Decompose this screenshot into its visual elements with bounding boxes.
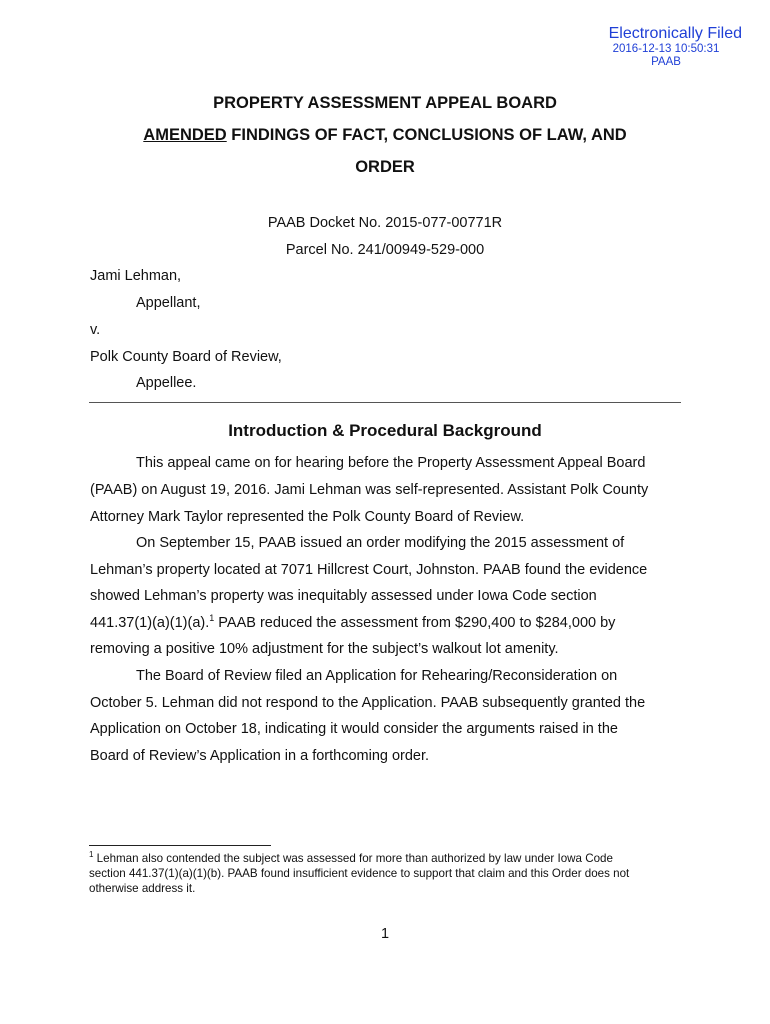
paragraph-1-line: (PAAB) on August 19, 2016. Jami Lehman was self-represented. Assistant Polk County — [90, 482, 649, 498]
footnote-divider — [89, 845, 271, 846]
paragraph-3-line: The Board of Review filed an Application for Rehearing/Reconsideration on — [136, 668, 618, 684]
section-divider — [89, 402, 681, 403]
code-citation: 441.37(1)(a)(1)(a). — [90, 615, 210, 631]
paragraph-1-line: This appeal came on for hearing before the Property Assessment Appeal Board — [136, 455, 646, 471]
document-title-line2: ORDER — [355, 158, 415, 176]
versus: v. — [90, 322, 101, 338]
paragraph-2-line: On September 15, PAAB issued an order modifying the 2015 assessment of — [136, 535, 625, 551]
paragraph-3-line: Board of Review’s Application in a forthcoming order. — [90, 748, 430, 764]
paragraph-2-line: showed Lehman’s property was inequitably assessed under Iowa Code section — [90, 588, 597, 604]
filing-stamp-agency: PAAB — [651, 56, 681, 68]
paragraph-3-line: October 5. Lehman did not respond to the Application. PAAB subsequently granted the — [90, 695, 646, 711]
footnote-reference[interactable]: 1 — [209, 613, 215, 623]
appellee-name: Polk County Board of Review, — [90, 349, 282, 365]
board-name-heading: PROPERTY ASSESSMENT APPEAL BOARD — [213, 94, 557, 112]
document-title-rest: FINDINGS OF FACT, CONCLUSIONS OF LAW, AND — [226, 126, 627, 144]
paragraph-2-line: Lehman’s property located at 7071 Hillcrest Court, Johnston. PAAB found the evidence — [90, 562, 648, 578]
docket-number: PAAB Docket No. 2015-077-00771R — [267, 215, 503, 231]
footnote-line: section 441.37(1)(a)(1)(b). PAAB found insufficient evidence to support that claim and this Order does not — [89, 867, 630, 880]
paragraph-2-line: removing a positive 10% adjustment for the subject’s walkout lot amenity. — [90, 641, 559, 657]
amended-label: AMENDED — [143, 126, 227, 144]
appellee-role: Appellee. — [136, 375, 197, 391]
appellant-role: Appellant, — [136, 295, 201, 311]
filing-stamp-title: Electronically Filed — [608, 25, 742, 42]
paragraph-3-line: Application on October 18, indicating it would consider the arguments raised in the — [90, 721, 618, 737]
section-title: Introduction & Procedural Background — [228, 421, 542, 440]
paragraph-2-text: PAAB reduced the assessment from $290,400 to $284,000 by — [214, 615, 616, 631]
appellant-name: Jami Lehman, — [90, 268, 182, 284]
paragraph-2-line — [90, 615, 615, 631]
paragraph-1-line: Attorney Mark Taylor represented the Polk County Board of Review. — [90, 509, 525, 525]
footnote-text: Lehman also contended the subject was assessed for more than authorized by law under Iowa Code — [93, 852, 613, 865]
footnote-line: otherwise address it. — [89, 882, 196, 895]
document-title — [0, 126, 770, 145]
footnote-line — [89, 852, 613, 865]
parcel-number: Parcel No. 241/00949-529-000 — [285, 242, 485, 258]
footnote-marker: 1 — [89, 850, 94, 859]
page-number: 1 — [380, 926, 390, 942]
filing-stamp-datetime: 2016-12-13 10:50:31 — [612, 43, 720, 55]
